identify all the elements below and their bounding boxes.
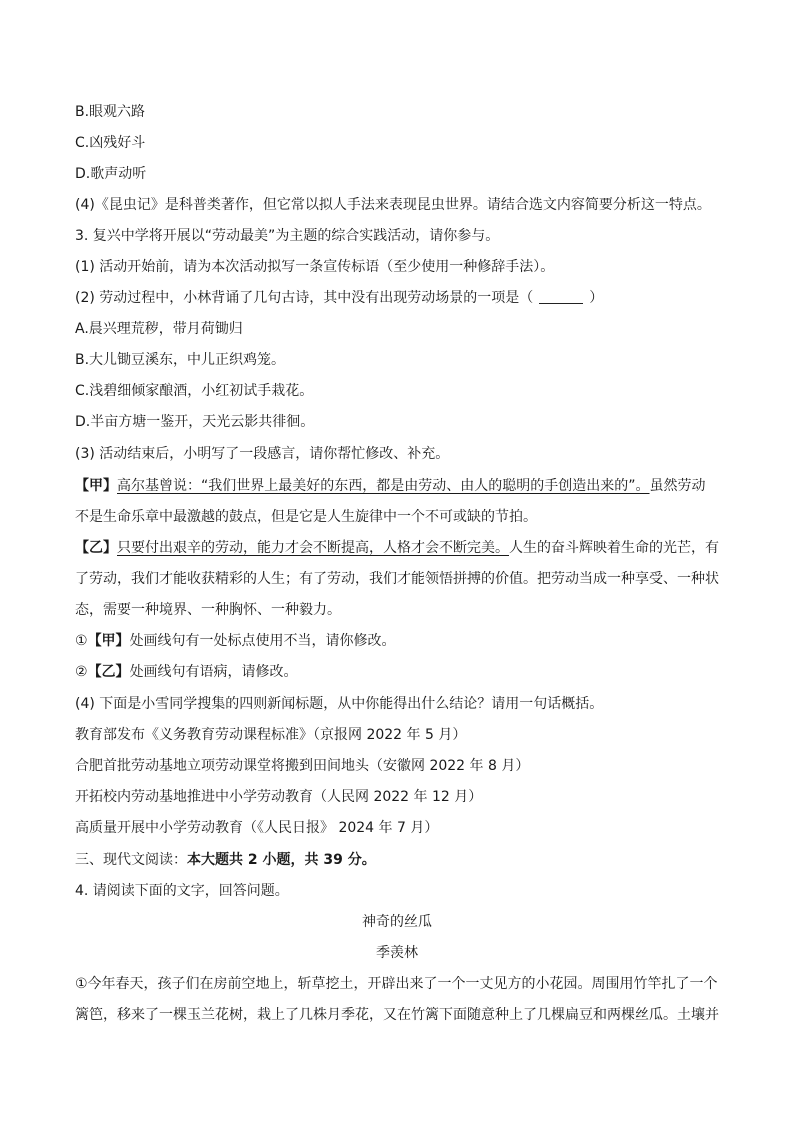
passage-yi-line-1 [75, 538, 719, 558]
section-3-heading [75, 850, 376, 870]
news-headline-2: 合肥首批劳动基地立项劳动课堂将搬到田间地头（安徽网 2022 年 8 月） [75, 758, 530, 774]
question-3-3: (3) 活动结束后，小明写了一段感言，请你帮忙修改、补充。 [75, 446, 450, 462]
sub-2-number: ② [75, 664, 88, 680]
question-3-2-close: ） [589, 290, 604, 306]
news-headline-4: 高质量开展中小学劳动教育（《人民日报》 2024 年 7 月） [75, 820, 439, 836]
option-b-line: B.眼观六路 [75, 104, 146, 120]
news-headline-3: 开拓校内劳动基地推进中小学劳动教育（人民网 2022 年 12 月） [75, 789, 483, 805]
question-4-intro: 4. 请阅读下面的文字，回答问题。 [75, 883, 289, 899]
passage-jia-line-2: 不是生命乐章中最激越的鼓点，但是它是人生旋律中一个不可或缺的节拍。 [75, 509, 537, 525]
sub-2-tag: 【乙】 [87, 664, 130, 680]
sub-1-tag: 【甲】 [87, 633, 130, 649]
question-3-1: (1) 活动开始前，请为本次活动拟写一条宣传标语（至少使用一种修辞手法）。 [75, 259, 555, 275]
article-title: 神奇的丝瓜 [362, 914, 432, 930]
paragraph-1-line-2: 篱笆，移来了一棵玉兰花树，栽上了几株月季花，又在竹篱下面随意种上了几棵扁豆和两棵丝瓜。土壤并 [75, 1007, 719, 1023]
article-author: 季羡林 [376, 945, 418, 961]
jia-tag: 【甲】 [75, 478, 117, 494]
sub-1-number: ① [75, 633, 88, 649]
question-3-2 [75, 288, 603, 308]
question-4-line: (4)《昆虫记》是科普类著作，但它常以拟人手法来表现昆虫世界。请结合选文内容简要分析这一特点。 [75, 197, 711, 213]
yi-tag: 【乙】 [75, 540, 117, 556]
option-b-poem: B.大儿锄豆溪东，中儿正织鸡笼。 [75, 352, 286, 368]
option-c-line: C.凶残好斗 [75, 135, 146, 151]
option-d-poem: D.半亩方塘一鉴开，天光云影共徘徊。 [75, 414, 315, 430]
option-a-poem: A.晨兴理荒秽，带月荷锄归 [75, 321, 243, 337]
sub-question-1 [75, 631, 396, 651]
passage-yi-line-2: 了劳动，我们才能收获精彩的人生；有了劳动，我们才能领悟拼搏的价值。把劳动当成一种享受、一种状 [75, 571, 719, 587]
question-3-4: (4) 下面是小雪同学搜集的四则新闻标题，从中你能得出什么结论？请用一句话概括。 [75, 696, 604, 712]
option-d-line: D.歌声动听 [75, 166, 147, 182]
sub-1-text: 处画线句有一处标点使用不当，请你修改。 [129, 633, 396, 649]
jia-rest-1: 虽然劳动 [649, 478, 706, 494]
yi-underlined-sentence: 只要付出艰辛的劳动，能力才会不断提高，人格才会不断完美。 [117, 540, 509, 556]
yi-rest-1: 人生的奋斗辉映着生命的光芒，有 [509, 540, 719, 556]
question-3-heading: 3. 复兴中学将开展以“劳动最美”为主题的综合实践活动，请你参与。 [75, 228, 500, 244]
jia-underlined-sentence: 高尔基曾说：“我们世界上最美好的东西，都是由劳动、由人的聪明的手创造出来的”。 [117, 478, 650, 494]
passage-jia-line-1 [75, 476, 706, 496]
paragraph-1-line-1: ①今年春天，孩子们在房前空地上，斩草挖土，开辟出来了一个一丈见方的小花园。周围用竹竿扎了一个 [75, 976, 718, 992]
sub-question-2 [75, 662, 298, 682]
sub-2-text: 处画线句有语病，请修改。 [129, 664, 298, 680]
section-3-info: 本大题共 2 小题，共 39 分。 [187, 852, 376, 868]
news-headline-1: 教育部发布《义务教育劳动课程标准》（京报网 2022 年 5 月） [75, 727, 467, 743]
question-3-2-text: (2) 劳动过程中，小林背诵了几句古诗，其中没有出现劳动场景的一项是（ [75, 290, 534, 306]
answer-blank[interactable] [539, 289, 583, 304]
passage-yi-line-3: 态，需要一种境界、一种胸怀、一种毅力。 [75, 602, 341, 618]
section-3-label: 三、现代文阅读： [75, 852, 187, 868]
option-c-poem: C.浅碧细倾家酿酒，小红初试手栽花。 [75, 383, 314, 399]
